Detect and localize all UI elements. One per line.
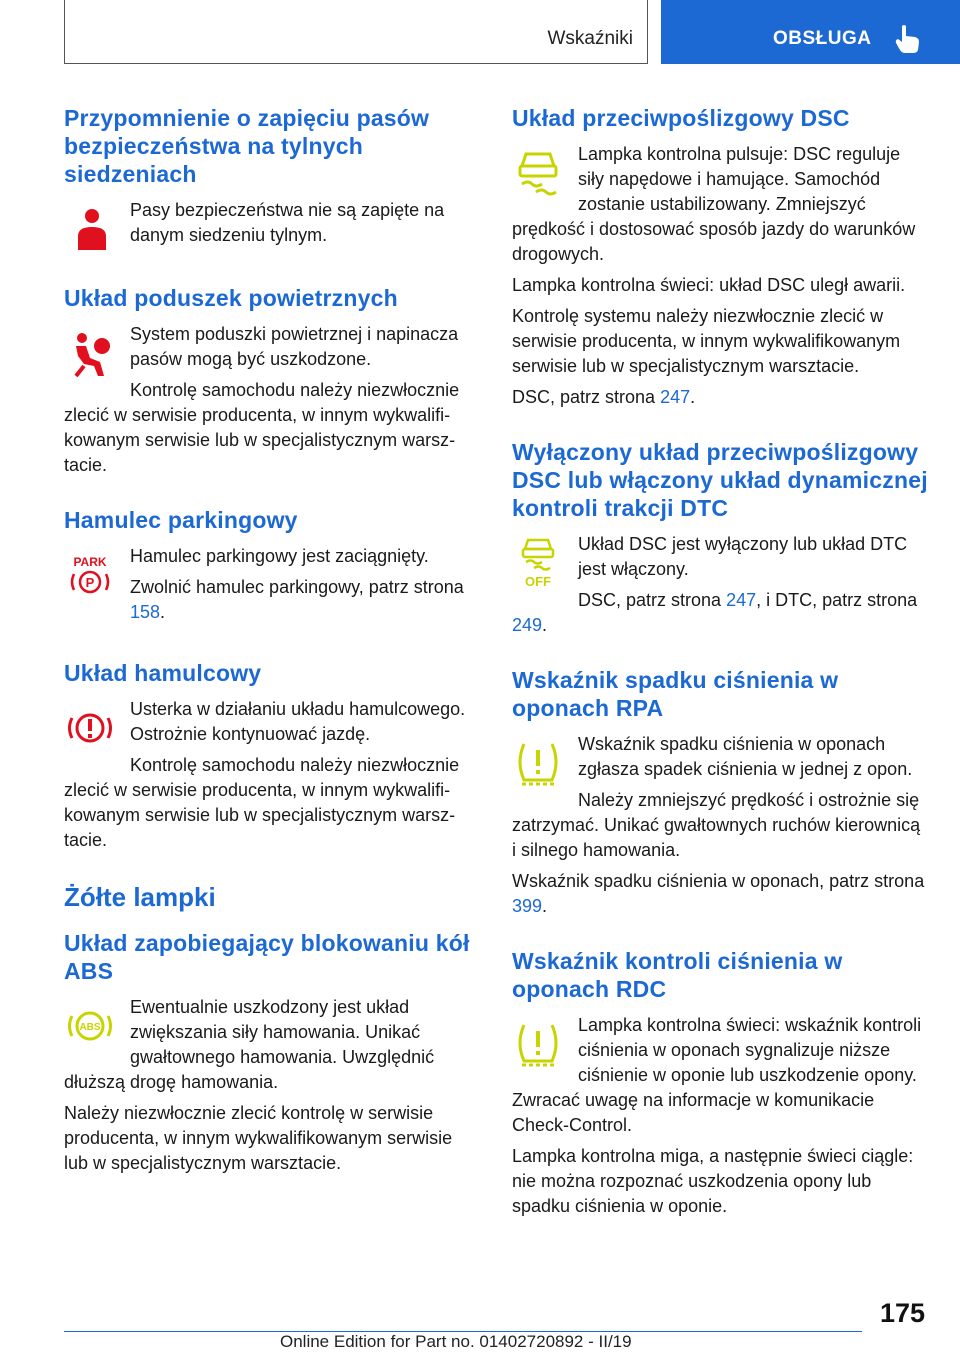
text: Należy zmniejszyć prędkość i ostrożnie się zatrzymać. Unikać gwałtownych ruchów kierownicą i silnego hamowania.: [512, 790, 921, 860]
heading-airbag: Układ poduszek powietrznych: [64, 285, 398, 311]
svg-text:PARK: PARK: [73, 555, 107, 569]
text: Lampka kontrolna miga, a następnie świeci ciągle: nie można rozpoznać uszkodzenia opony lub spadku ciśnienia w oponie.: [512, 1146, 914, 1216]
page-link[interactable]: 399: [512, 896, 543, 916]
parking-brake-icon: [64, 548, 116, 602]
hand-pointer-icon: [895, 24, 921, 54]
heading-dsc-off: Wyłączony układ przeciwpoślizgowy DSC lub włączony układ dynamicznej kontroli trakcji DTC: [512, 439, 928, 521]
page-link[interactable]: 249: [512, 615, 543, 635]
section-airbag: [64, 284, 480, 478]
text: Kontrolę systemu należy niezwłocznie zlecić w serwisie producenta, w innym wykwalifikowanym serwisie lub w specjalistycznym warsztacie.: [512, 306, 901, 376]
text: Wskaźnik spadku ciśnienia w oponach zgłasza spadek ciśnienia w jednej z opon.: [578, 734, 913, 779]
section-parking-brake: [64, 506, 480, 631]
text: System poduszki powietrznej i napinacza pasów mogą być uszkodzone.: [130, 324, 459, 369]
header-section-box: [64, 0, 648, 64]
text: Wskaźnik spadku ciśnienia w oponach, patrz strona 399.: [512, 871, 925, 916]
tire-pressure-icon: [512, 736, 564, 790]
abs-icon: [64, 999, 116, 1053]
section-title: Wskaźniki: [547, 28, 633, 49]
heading-rdc: Wskaźnik kontroli ciśnienia w oponach RDC: [512, 948, 843, 1002]
airbag-icon: [64, 326, 116, 380]
svg-text:OFF: OFF: [525, 574, 551, 589]
brake-warning-icon: [64, 701, 116, 755]
dsc-icon: [512, 146, 564, 200]
svg-text:P: P: [85, 575, 95, 590]
page-number: 175: [880, 1298, 926, 1328]
heading-dsc: Układ przeciwpoślizgowy DSC: [512, 105, 850, 131]
dsc-off-icon: [512, 536, 564, 590]
text: Zwolnić hamulec parkingowy, patrz strona 158.: [130, 577, 464, 622]
text: Należy niezwłocznie zlecić kontrolę w serwisie producenta, w innym wykwalifikowanym serwisie lub w specjalistycznym warsztacie.: [64, 1103, 453, 1173]
heading-rear-belt: Przypomnienie o zapięciu pasów bezpieczeństwa na tylnych siedzeniach: [64, 105, 430, 187]
heading-abs: Układ zapobiegający blokowaniu kół ABS: [64, 930, 470, 984]
text: Usterka w działaniu układu hamulcowego. Ostrożnie kontynuować jazdę.: [130, 699, 466, 744]
text: Lampka kontrolna świeci: układ DSC uległ awarii.: [512, 275, 906, 295]
text: Ewentualnie uszkodzony jest układ zwiększania siły hamowania. Unikać gwałtownego hamowania. Uwzględnić dłuższą drogę hamowania.: [64, 997, 435, 1092]
text: Lampka kontrolna pulsuje: DSC reguluje siły napędowe i hamujące. Samochód zostanie ustabilizowany. Zmniejszyć prędkość i dostosować sposób jazdy do warunków drogowych.: [512, 144, 916, 264]
page-link[interactable]: 247: [726, 590, 757, 610]
section-abs: [64, 929, 480, 1176]
left-column: [64, 104, 480, 1204]
section-dsc: [512, 104, 928, 410]
heading-brake-system: Układ hamulcowy: [64, 660, 262, 686]
text: Lampka kontrolna świeci: wskaźnik kontroli ciśnienia w oponach sygnalizuje niższe ciśnienie w oponie lub uszkodzenie opony. Zwracać uwagę na informacje w komunikacie Check-Control.: [512, 1015, 922, 1135]
heading-rpa: Wskaźnik spadku ciśnienia w oponach RPA: [512, 667, 839, 721]
text: DSC, patrz strona 247.: [512, 387, 696, 407]
section-dsc-off: [512, 438, 928, 638]
text: Kontrolę samochodu należy niezwłocznie zlecić w serwisie producenta, w innym wykwalifikowanym serwisie lub w specjalistycznym warsztacie.: [64, 755, 460, 850]
text: Układ DSC jest wyłączony lub układ DTC jest włączony.: [578, 534, 908, 579]
text: DSC, patrz strona 247, i DTC, patrz strona 249.: [512, 590, 918, 635]
section-rdc: [512, 947, 928, 1219]
tire-pressure-icon: [512, 1017, 564, 1071]
text: Pasy bezpieczeństwa nie są zapięte na danym siedzeniu tylnym.: [130, 200, 445, 245]
page-link[interactable]: 247: [660, 387, 691, 407]
header-chapter-box: [661, 0, 960, 64]
seat-belt-icon: [64, 202, 116, 256]
page-link[interactable]: 158: [130, 602, 161, 622]
text: Hamulec parkingowy jest zaciągnięty.: [130, 546, 429, 566]
right-column: [512, 104, 928, 1247]
text: Kontrolę samochodu należy niezwłocznie zlecić w serwisie producenta, w innym wykwalifikowanym serwisie lub w specjalistycznym warsztacie.: [64, 380, 460, 475]
heading-yellow-lights: Żółte lampki: [64, 882, 216, 912]
chapter-title: OBSŁUGA: [773, 28, 872, 49]
section-rpa: [512, 666, 928, 919]
section-rear-belt: [64, 104, 480, 256]
heading-parking-brake: Hamulec parkingowy: [64, 507, 298, 533]
svg-text:ABS: ABS: [79, 1022, 101, 1033]
section-brake-system: [64, 659, 480, 853]
footer-edition: Online Edition for Part no. 01402720892 - II/19: [280, 1332, 632, 1351]
